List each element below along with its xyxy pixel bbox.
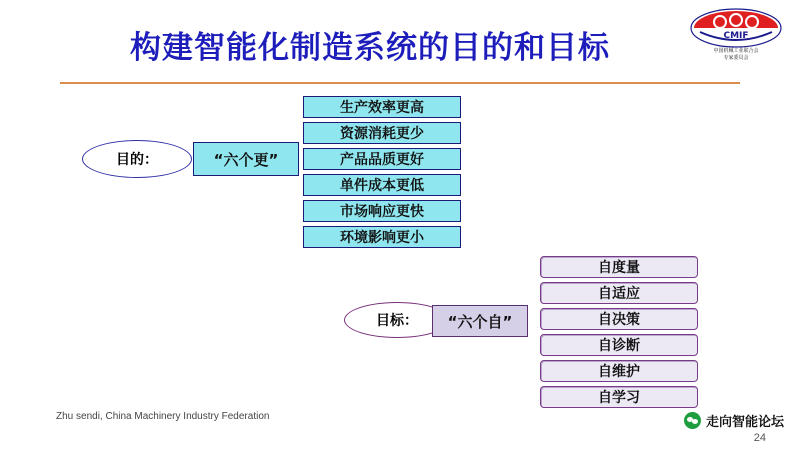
page-title: 构建智能化制造系统的目的和目标 xyxy=(130,30,610,66)
watermark xyxy=(684,411,784,430)
list-item: 自诊断 xyxy=(540,334,698,356)
purpose-item-list xyxy=(303,96,461,252)
logo-caption xyxy=(690,48,782,62)
purpose-key-box: “六个更” xyxy=(193,142,299,176)
list-item: 市场响应更快 xyxy=(303,200,461,222)
wechat-icon xyxy=(684,412,701,429)
organization-logo xyxy=(690,8,782,70)
list-item: 自决策 xyxy=(540,308,698,330)
author-credit: Zhu sendi, China Machinery Industry Federation xyxy=(56,411,270,422)
goal-label: 目标： xyxy=(344,302,450,338)
logo-caption-line1: 中国机械工业联合会 xyxy=(713,48,759,54)
cmif-logo-icon xyxy=(690,8,782,48)
page-number: 24 xyxy=(753,432,766,444)
title-divider xyxy=(60,82,740,84)
watermark-label: 走向智能论坛 xyxy=(705,415,784,430)
svg-text:CMIF: CMIF xyxy=(723,31,749,41)
list-item: 自维护 xyxy=(540,360,698,382)
purpose-label: 目的： xyxy=(82,140,192,178)
list-item: 环境影响更小 xyxy=(303,226,461,248)
list-item: 自度量 xyxy=(540,256,698,278)
list-item: 自适应 xyxy=(540,282,698,304)
list-item: 生产效率更高 xyxy=(303,96,461,118)
goal-key-box: “六个自” xyxy=(432,305,528,337)
logo-caption-line2: 专家委员会 xyxy=(723,55,749,61)
list-item: 单件成本更低 xyxy=(303,174,461,196)
goal-item-list xyxy=(540,256,698,412)
list-item: 自学习 xyxy=(540,386,698,408)
list-item: 资源消耗更少 xyxy=(303,122,461,144)
list-item: 产品品质更好 xyxy=(303,148,461,170)
